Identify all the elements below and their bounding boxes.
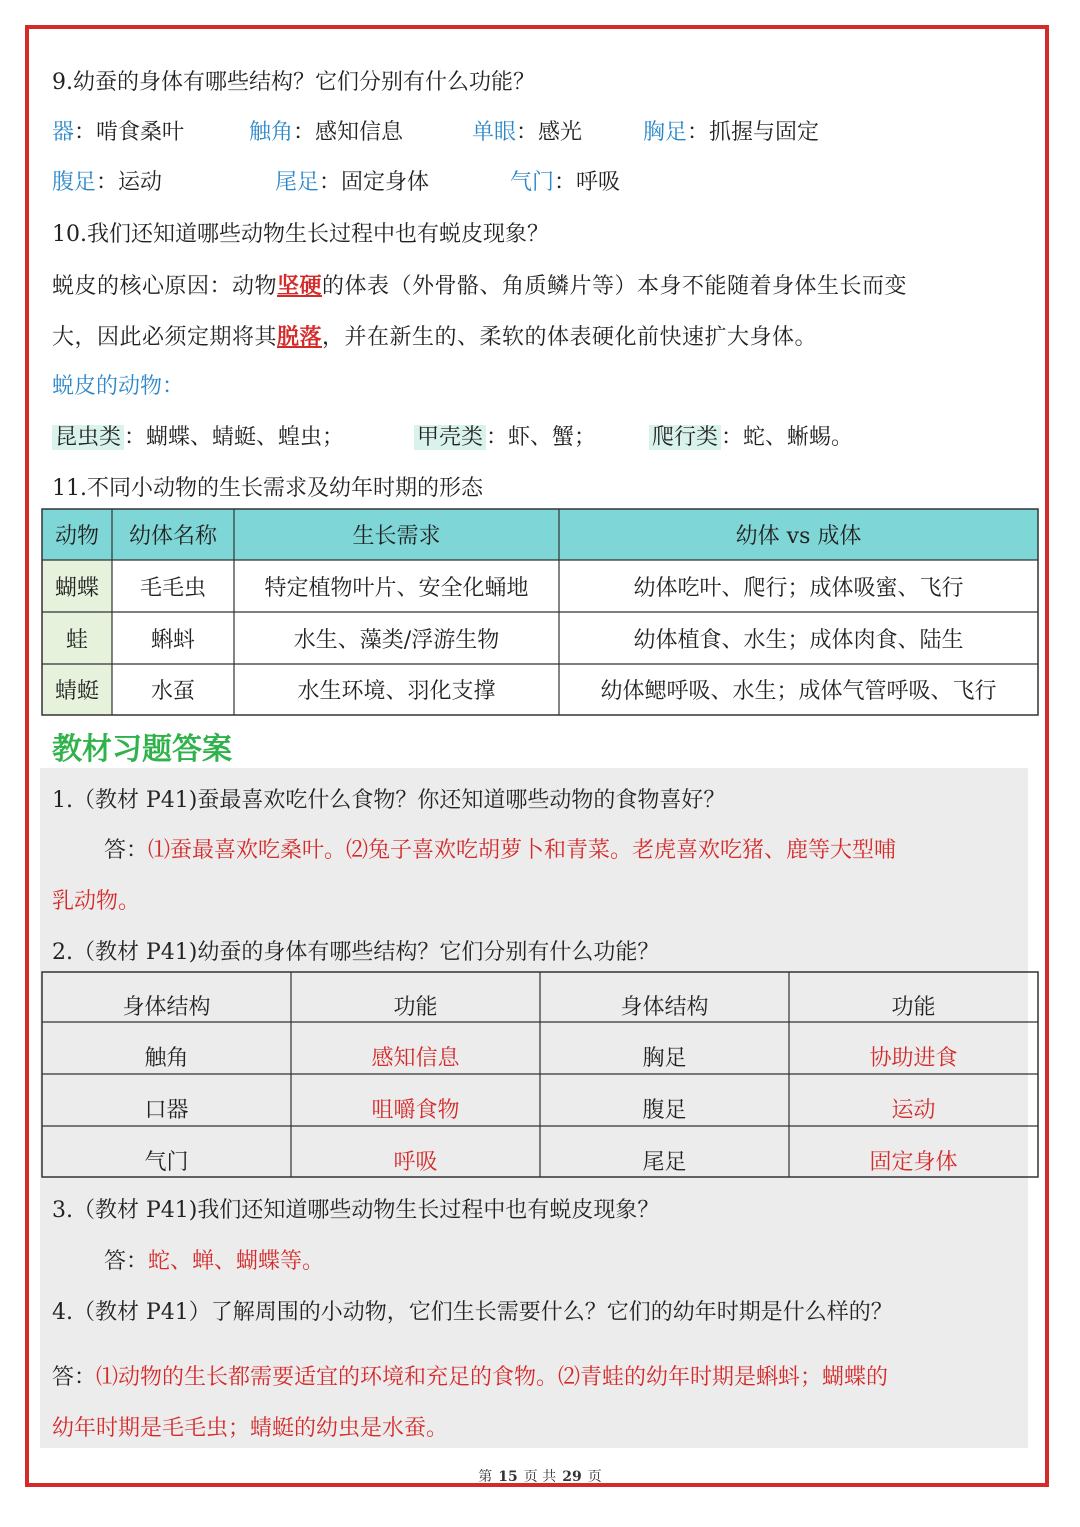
current-page: 15	[498, 1469, 518, 1485]
table-cell: 水生、藻类/浮游生物	[293, 627, 500, 653]
term-mouthparts: 器	[52, 120, 75, 145]
table-cell: 胸足	[642, 1045, 687, 1071]
table-cell: 气门	[144, 1149, 189, 1175]
term-thoracic-legs: 胸足	[643, 120, 688, 145]
question-10: 10.我们还知道哪些动物生长过程中也有蜕皮现象？	[52, 222, 549, 247]
q1-answer-line-2: 乳动物。	[52, 889, 141, 914]
table-cell: 幼体鳃呼吸、水生；成体气管呼吸、飞行	[600, 679, 997, 704]
q4-answer-line-2: 幼年时期是毛毛虫；蜻蜓的幼虫是水蚕。	[52, 1416, 449, 1441]
table-cell: 呼吸	[393, 1149, 438, 1175]
th-function: 功能	[393, 994, 438, 1020]
group-insects: 昆虫类	[52, 425, 124, 450]
page-number: 第 15 页 共 29 页	[478, 1469, 602, 1485]
group-reptiles: 爬行类	[649, 425, 721, 450]
term-anal-legs: 尾足	[275, 170, 320, 195]
th-function-2: 功能	[891, 994, 936, 1020]
table-cell: 蝌蚪	[150, 627, 195, 653]
term-antennae: 触角	[249, 120, 294, 145]
textbook-q4: 4.（教材 P41）了解周围的小动物，它们生长需要什么？它们的幼年时期是什么样的？	[52, 1300, 893, 1325]
th-animal: 动物	[54, 524, 99, 549]
table-cell: 咀嚼食物	[371, 1097, 460, 1123]
group-crustaceans: 甲壳类	[414, 425, 486, 450]
textbook-answers-title: 教材习题答案	[52, 732, 232, 767]
th-larva-name: 幼体名称	[128, 524, 217, 549]
th-larva-vs-adult: 幼体 vs 成体	[735, 524, 862, 549]
q4-answer-line-1: 答：⑴动物的生长都需要适宜的环境和充足的食物。⑵青蛙的幼年时期是蝌蚪；蝴蝶的	[52, 1365, 889, 1390]
table-cell: 口器	[144, 1097, 189, 1123]
table-cell: 毛毛虫	[139, 575, 206, 601]
table-cell: 幼体吃叶、爬行；成体吸蜜、飞行	[633, 575, 964, 601]
question-9: 9.幼蚕的身体有哪些结构？它们分别有什么功能？	[52, 70, 535, 95]
table-cell: 运动	[891, 1097, 936, 1123]
total-pages: 29	[562, 1469, 582, 1485]
molting-animals-title: 蜕皮的动物：	[52, 374, 185, 399]
molting-reason-line-2: 大，因此必须定期将其脱落，并在新生的、柔软的体表硬化前快速扩大身体。	[52, 324, 818, 350]
table-cell: 腹足	[642, 1097, 687, 1123]
textbook-q3: 3.（教材 P41)我们还知道哪些动物生长过程中也有蜕皮现象？	[52, 1198, 660, 1223]
table-cell: 蝴蝶	[54, 575, 99, 601]
keyword-hard: 坚硬	[277, 273, 323, 299]
th-growth-needs: 生长需求	[352, 524, 441, 549]
table-cell: 固定身体	[869, 1149, 958, 1175]
term-prolegs: 腹足	[52, 170, 97, 195]
table-cell: 感知信息	[371, 1045, 460, 1071]
table-cell: 蜻蜓	[54, 679, 99, 704]
question-11: 11.不同小动物的生长需求及幼年时期的形态	[52, 476, 483, 501]
q1-answer-line-1: 答：⑴蚕最喜欢吃桑叶。⑵兔子喜欢吃胡萝卜和青菜。老虎喜欢吃猪、鹿等大型哺	[104, 838, 897, 863]
table-cell: 水虿	[150, 679, 195, 704]
q3-answer: 答：蛇、蝉、蝴蝶等。	[104, 1249, 325, 1274]
term-ocelli: 单眼	[472, 120, 517, 145]
table-cell: 触角	[144, 1045, 189, 1071]
keyword-shed: 脱落	[277, 324, 323, 350]
molting-groups: 昆虫类 ：蝴蝶、蜻蜓、蝗虫； 甲壳类 ：虾、蟹； 爬行类 ：蛇、蜥蜴。	[52, 423, 853, 453]
table-cell: 特定植物叶片、安全化蛹地	[264, 575, 529, 601]
table-cell: 尾足	[642, 1149, 687, 1175]
table-cell: 幼体植食、水生；成体肉食、陆生	[633, 627, 964, 653]
structure-row-2: 腹足：运动 尾足：固定身体 气门：呼吸	[52, 170, 621, 195]
term-spiracles: 气门	[510, 170, 555, 195]
structure-row-1: 器：啃食桑叶 触角：感知信息 单眼：感光 胸足：抓握与固定	[52, 120, 820, 145]
molting-reason-line-1: 蜕皮的核心原因：动物坚硬的体表（外骨骼、角质鳞片等）本身不能随着身体生长而变	[52, 273, 908, 299]
textbook-q2: 2.（教材 P41)幼蚕的身体有哪些结构？它们分别有什么功能？	[52, 940, 660, 965]
table-cell: 蛙	[65, 627, 88, 653]
table-cell: 水生环境、羽化支撑	[297, 679, 496, 704]
textbook-q1: 1.（教材 P41)蚕最喜欢吃什么食物？你还知道哪些动物的食物喜好？	[52, 788, 726, 813]
th-body-structure: 身体结构	[122, 994, 211, 1020]
table-cell: 协助进食	[869, 1045, 958, 1071]
th-body-structure-2: 身体结构	[620, 994, 709, 1020]
